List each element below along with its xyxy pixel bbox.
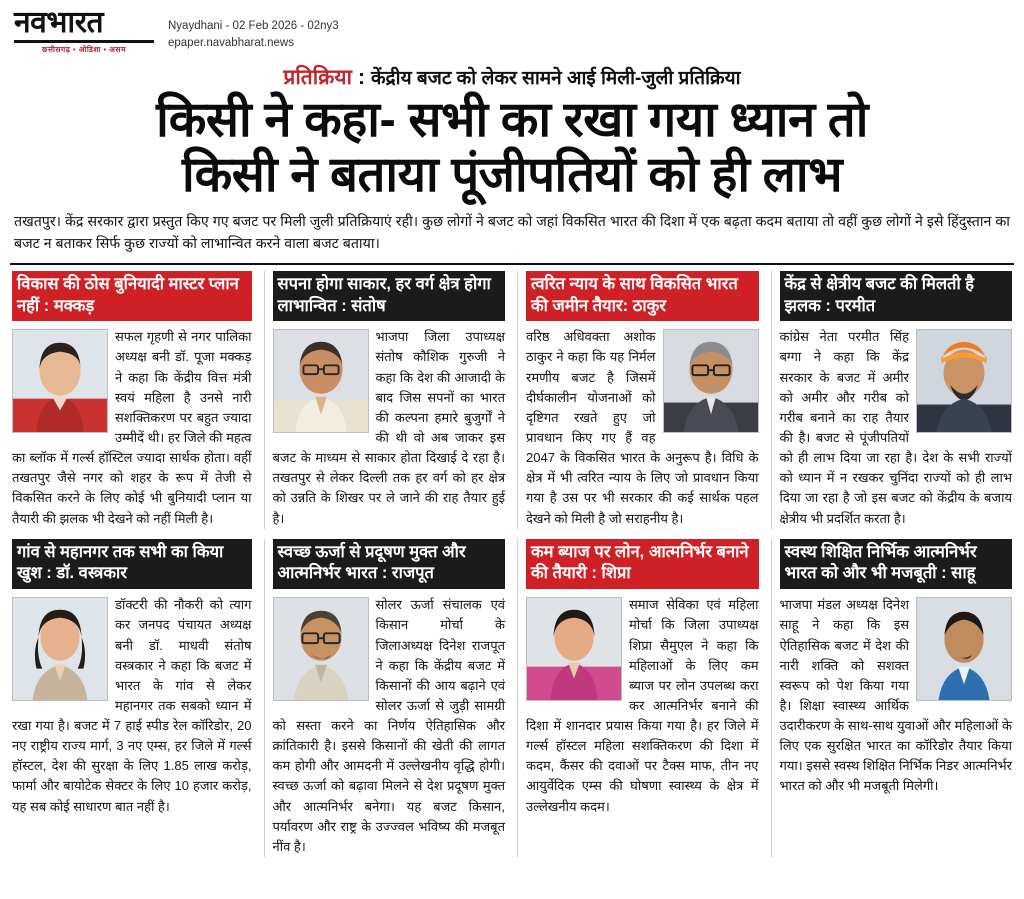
story-card-sahu (771, 539, 1015, 857)
story-body: कांग्रेस नेता परमीत सिंह बग्गा ने कहा कि केंद्र सरकार के बजट में अमीर को अमीर और गरीब को गरीब बनाने का राह तैयार की है। बजट से पूंजीपतियों को ही लाभ दिया जा रहा है। देश के सभी राज्यों को ध्यान में न रखकर चुनिंदा राज्यों को ही लाभ दिया जा रहा है जो इस बजट को केंद्रीय के बजाय क्षेत्रीय भी प्रदर्शित करता है। (779, 329, 1012, 526)
story-body: समाज सेविका एवं महिला मोर्चा कि जिला उपाध्यक्ष शिप्रा सैमुएल ने कहा कि महिलाओं के लिए कम ब्याज पर लोन उपलब्ध करा कर आत्मनिर्भर बनाने की दिशा में शानदार प्रयास किया गया है। हर जिले में गर्ल्स हॉस्टल महिला सशक्तिकरण की दिशा में कदम, कैंसर की दवाओं पर टैक्स माफ, तीन नए आयुर्वेदिक एम्स की घोषणा स्वास्थ्य के क्षेत्र में उल्लेखनीय कदम। (526, 597, 759, 814)
portrait-shipra-samuel (526, 597, 622, 701)
story-card-shipra (517, 539, 761, 857)
logo-subtitle: छत्तीसगढ़ • ओडिशा • असम (42, 45, 126, 54)
story-headline: गांव से महानगर तक सभी का किया खुश : डॉ. वस्त्रकार (12, 539, 252, 590)
kicker-text: केंद्रीय बजट को लेकर सामने आई मिली-जुली प्रतिक्रिया (370, 68, 741, 89)
logo-title: नवभारत (14, 6, 104, 39)
edition-info (168, 8, 339, 51)
story-body: भाजपा जिला उपाध्यक्ष संतोष कौशिक गुरुजी ने कहा कि देश की आजादी के बाद जिस सपनों का भारत की कल्पना हमारे बुजुर्गों ने की थी वो अब जाकर इस बजट के माध्यम से साकार होता दिखाई दे रहा है। तखतपुर से लेकर दिल्ली तक हर वर्ग को हर क्षेत्र को उन्नति के शिखर पर ले जाने की राह तैयार हुई है। (272, 329, 505, 526)
kicker-colon: : (357, 66, 365, 89)
story-headline: सपना होगा साकार, हर वर्ग क्षेत्र होगा लाभान्वित : संतोष (273, 271, 506, 322)
story-headline: केंद्र से क्षेत्रीय बजट की मिलती है झलक : परमीत (780, 271, 1013, 322)
portrait-dr-vastrakar (12, 597, 108, 701)
main-headline (10, 93, 1014, 203)
story-headline: विकास की ठोस बुनियादी मास्टर प्लान नहीं : मक्कड़ (12, 271, 252, 322)
portrait-santosh-kaushik (273, 329, 369, 433)
stories-row-1 (10, 271, 1014, 529)
story-card-santosh (264, 271, 508, 529)
epaper-url[interactable]: epaper.navabharat.news (168, 36, 294, 49)
story-headline: स्वच्छ ऊर्जा से प्रदूषण मुक्त और आत्मनिर्भर भारत : राजपूत (273, 539, 506, 590)
kicker (10, 63, 1014, 91)
story-card-thakur (517, 271, 761, 529)
headline-line-2: किसी ने बताया पूंजीपतियों को ही लाभ (181, 147, 843, 202)
story-headline: स्वस्थ शिक्षित निर्भिक आत्मनिर्भर भारत को और भी मजबूती : साहू (780, 539, 1013, 590)
portrait-dinesh-sahu (916, 597, 1012, 701)
story-card-makkad (10, 271, 254, 529)
story-headline: कम ब्याज पर लोन, आत्मनिर्भर बनाने की तैयारी : शिप्रा (526, 539, 759, 590)
portrait-parmeet-singh-bagga (916, 329, 1012, 433)
story-headline: त्वरित न्याय के साथ विकसित भारत की जमीन तैयार: ठाकुर (526, 271, 759, 322)
story-body: सफल गृहणी से नगर पालिका अध्यक्ष बनी डॉ. पूजा मक्कड़ ने कहा कि केंद्रीय वित्त मंत्री स्वयं महिला है उनसे नारी सशक्तिकरण पर बहुत ज्यादा उम्मीदें थी। हर जिले की महत्व का ब्लॉक में गर्ल्स हॉस्टिल ज्यादा सार्थक होता। वहीं तखतपुर जैसे नगर को शहर के रूप में तेजी से विकसित करने के लिए कोई भी बुनियादी प्लान या तैयारी की झलक भी देखने को नहीं मिली है। (12, 329, 252, 526)
story-body: सोलर ऊर्जा संचालक एवं किसान मोर्चा के जिलाअध्यक्ष दिनेश राजपूत ने कहा कि केंद्रीय बजट में किसानों की आय बढ़ाने एवं सोलर ऊर्जा से जुड़ी सामग्री को सस्ता करने का निर्णय ऐतिहासिक और क्रांतिकारी है। इससे किसानों की खेती की लागत कम होगी और आमदनी में उल्लेखनीय वृद्धि होगी। स्वच्छ ऊर्जा को बढ़ावा मिलने से देश प्रदूषण मुक्त और आत्मनिर्भर बनेगा। यह बजट किसान, पर्यावरण और राष्ट्र के उज्ज्वल भविष्य की मजबूत नींव है। (272, 597, 505, 854)
headline-line-1: किसी ने कहा- सभी का रखा गया ध्यान तो (156, 93, 868, 147)
portrait-ashok-thakur (663, 329, 759, 433)
stories-row-2 (10, 539, 1014, 857)
masthead (10, 6, 1014, 59)
story-body: वरिष्ठ अधिवक्ता अशोक ठाकुर ने कहा कि यह निर्मल रमणीय बजट है जिसमें दीर्घकालीन योजनाओं को दृष्टिगत रखते हुए जो प्रावधान किए गए हैं वह 2047 के विकसित भारत के अनुरूप है। विधि के क्षेत्र में भी त्वरित न्याय के लिए जो प्रावधान किया गया है उस पर भी सरकार की कई सार्थक पहल देखने को मिली है जो सराहनीय है। (526, 329, 759, 526)
story-card-rajput (264, 539, 508, 857)
lead-paragraph: तखतपुर। केंद्र सरकार द्वारा प्रस्तुत किए गए बजट पर मिली जुली प्रतिक्रियाएं रही। कुछ लोगों ने बजट को जहां विकसित भारत की दिशा में एक बढ़ता कदम बताया तो वहीं कुछ लोगों ने इसे हिंदुस्तान का बजट न बताकर सिर्फ कुछ राज्यों को लाभान्वित करने वाला बजट बताया। (14, 213, 1010, 252)
portrait-dinesh-rajput (273, 597, 369, 701)
story-body: डॉक्टरी की नौकरी को त्याग कर जनपद पंचायत अध्यक्ष बनी डॉ. माधवी संतोष वस्त्रकार ने कहा कि बजट में भारत के गांव से लेकर महानगर तक सबको ध्यान में रखा गया है। बजट में 7 हाई स्पीड रेल कॉरिडोर, 20 नए राष्ट्रीय राज्य मार्ग, 3 नए एम्स, हर जिले में गर्ल्स हॉस्टल, देश की सुरक्षा के लिए 1.85 लाख करोड़, फार्मा और बायोटेक सेक्टर के लिए 10 हजार करोड़, यह सब कोई साधारण बात नहीं है। (12, 597, 252, 814)
edition-date-line: Nyaydhani - 02 Feb 2026 - 02ny3 (168, 20, 339, 32)
section-divider (10, 263, 1014, 265)
story-card-vastrakar (10, 539, 254, 857)
portrait-puja-makkad (12, 329, 108, 433)
kicker-label: प्रतिक्रिया (283, 66, 352, 89)
logo-divider (14, 40, 154, 43)
publication-logo (14, 8, 154, 55)
story-card-parmeet (771, 271, 1015, 529)
story-body: भाजपा मंडल अध्यक्ष दिनेश साहू ने कहा कि इस ऐतिहासिक बजट में देश की नारी शक्ति को सशक्त स्वरूप को पेश किया गया है। शिक्षा स्वास्थ्य आर्थिक उदारीकरण के साथ-साथ युवाओं और महिलाओं के लिए एक सुरक्षित भारत का कॉरिडोर तैयार किया गया। इससे स्वस्थ शिक्षित निर्भिक निडर आत्मनिर्भर भारत को और भी मजबूती मिलेगी। (779, 597, 1012, 794)
